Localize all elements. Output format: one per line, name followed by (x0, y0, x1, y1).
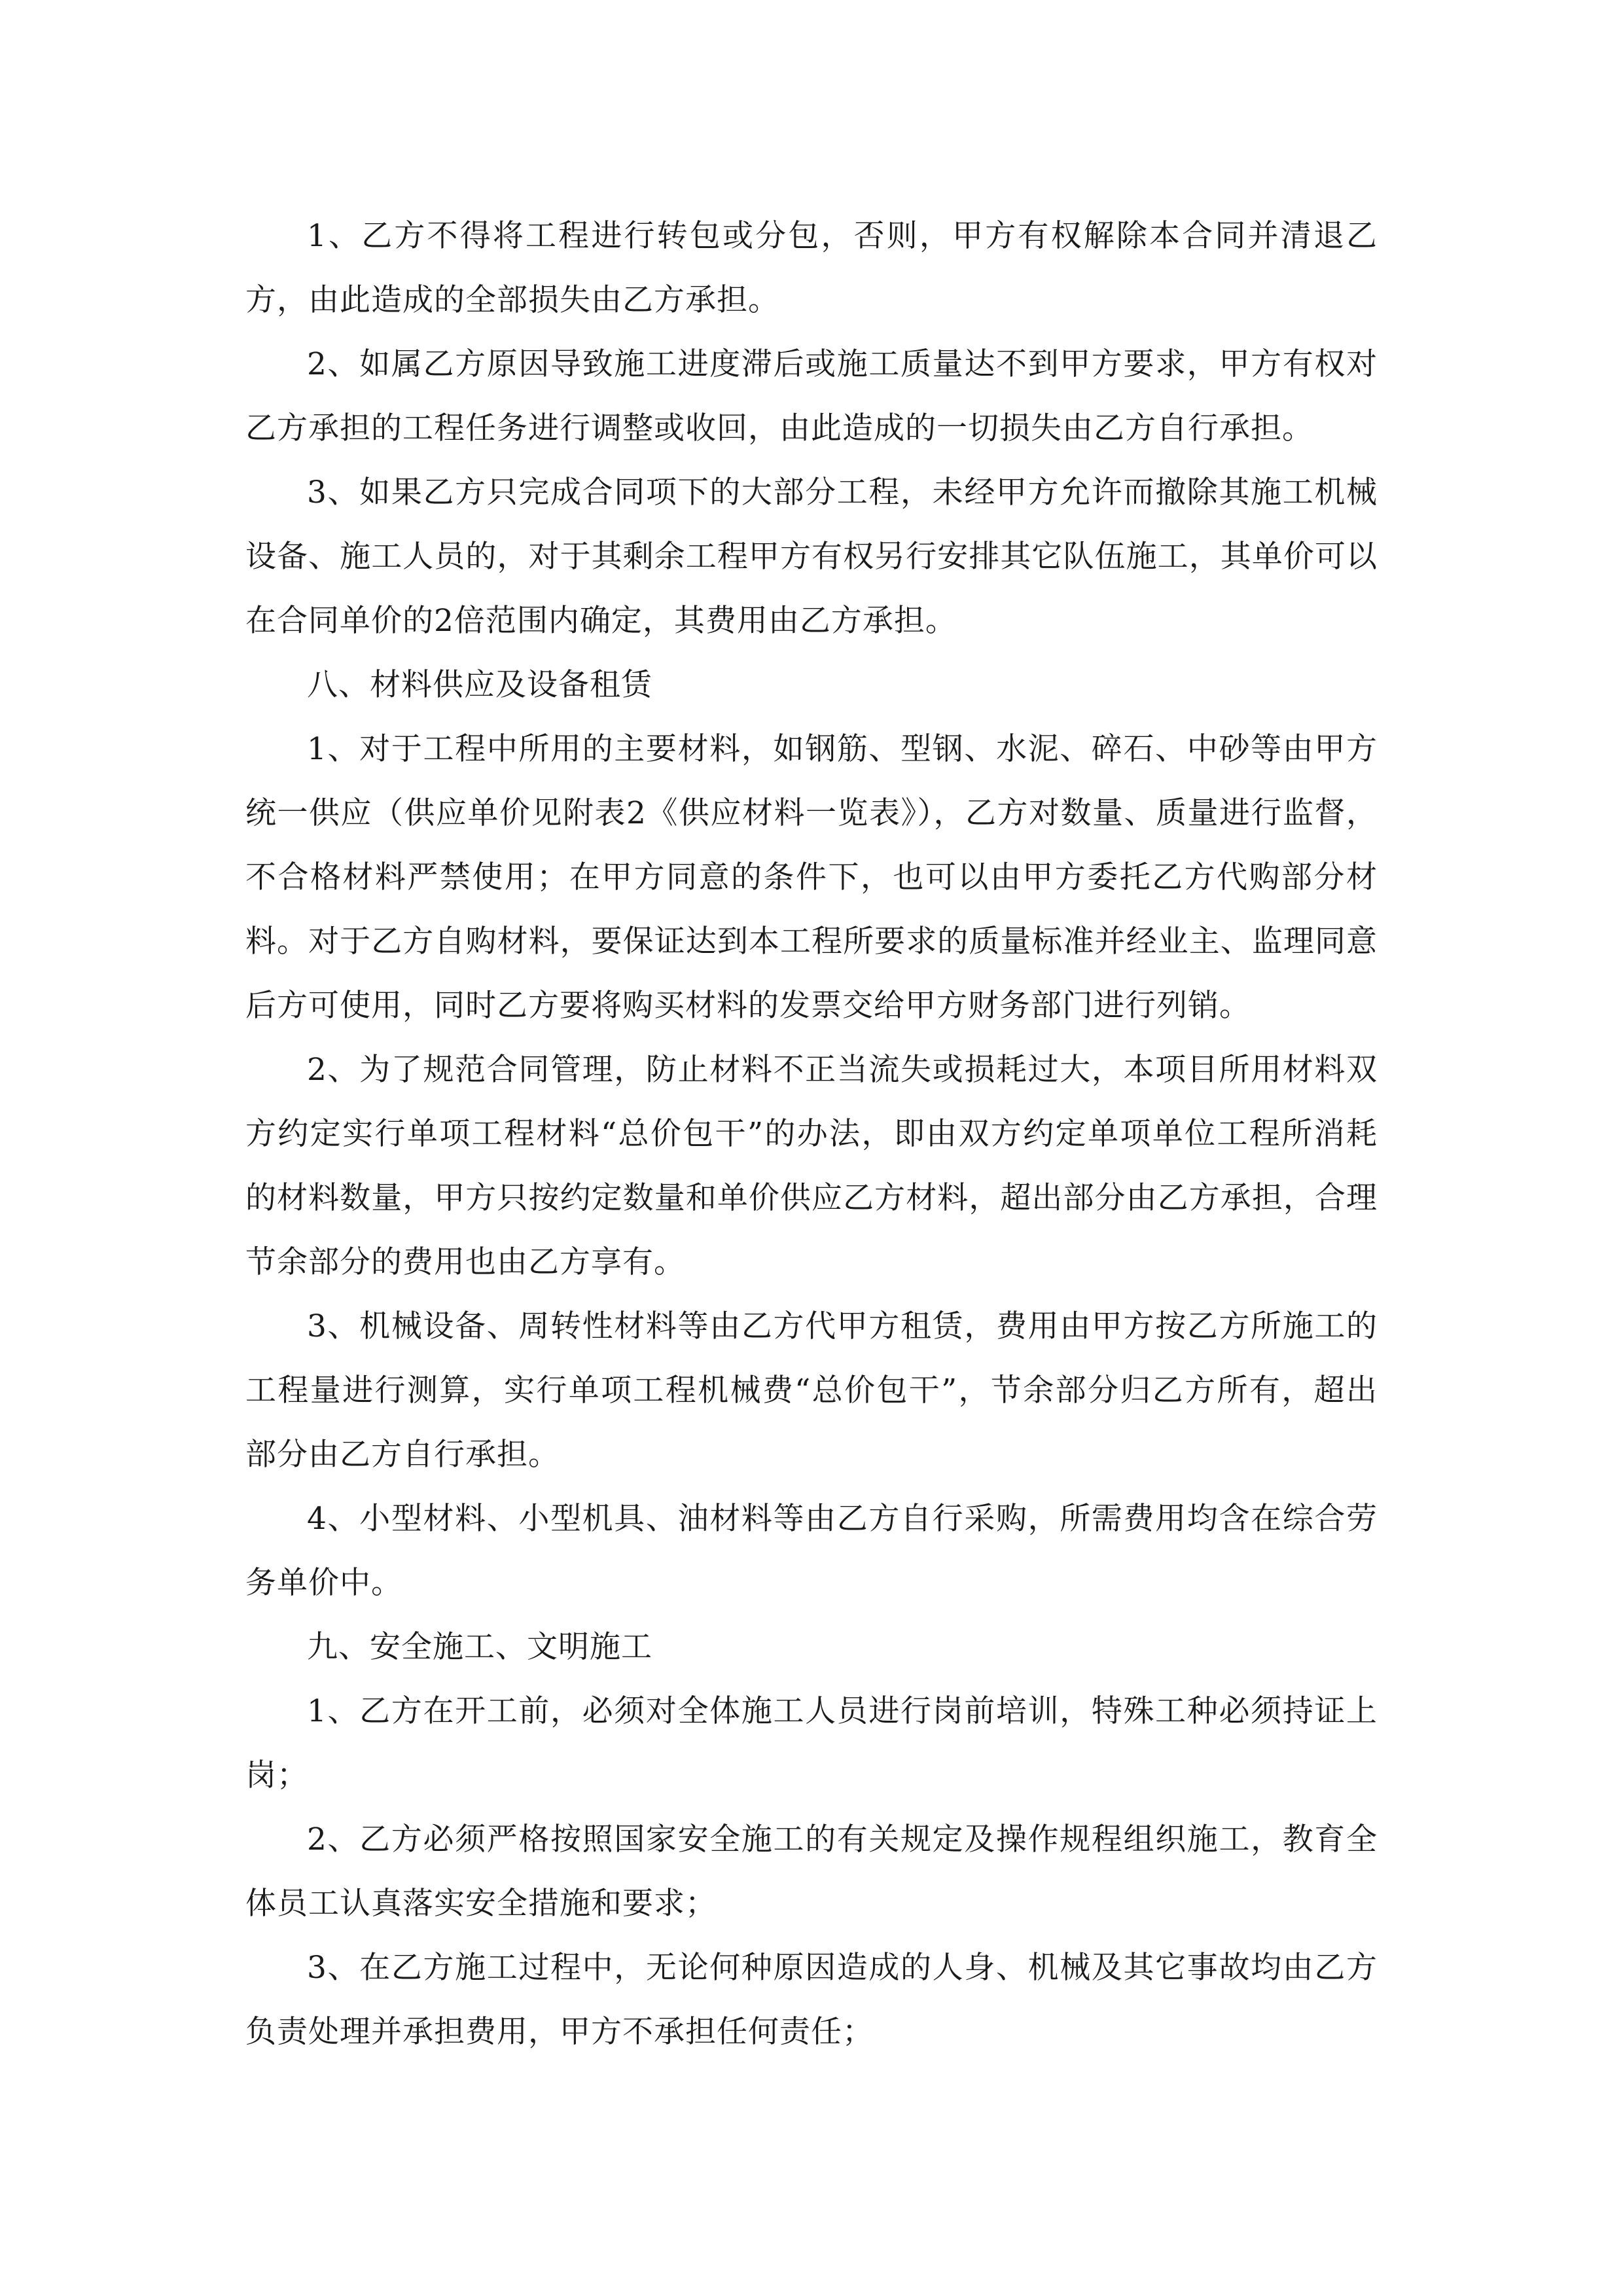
clause-paragraph: 4、小型材料、小型机具、油材料等由乙方自行采购，所需费用均含在综合劳务单价中。 (245, 1501, 1378, 1601)
clause-paragraph: 2、为了规范合同管理，防止材料不正当流失或损耗过大，本项目所用材料双方约定实行单项工程材料“总价包干”的办法，即由双方约定单项单位工程所消耗的材料数量，甲方只按约定数量和单价供应乙方材料，超出部分由乙方承担，合理节余部分的费用也由乙方享有。 (245, 1052, 1378, 1280)
section-heading: 九、安全施工、文明施工 (307, 1629, 652, 1665)
clause-paragraph: 3、机械设备、周转性材料等由乙方代甲方租赁，费用由甲方按乙方所施工的工程量进行测算，实行单项工程机械费“总价包干”，节余部分归乙方所有，超出部分由乙方自行承担。 (245, 1308, 1378, 1473)
section-heading: 八、材料供应及设备租赁 (307, 667, 652, 703)
clause-paragraph: 1、乙方不得将工程进行转包或分包，否则，甲方有权解除本合同并清退乙方，由此造成的全部损失由乙方承担。 (245, 218, 1378, 318)
clause-paragraph: 1、对于工程中所用的主要材料，如钢筋、型钢、水泥、碎石、中砂等由甲方统一供应（供应单价见附表2《供应材料一览表》），乙方对数量、质量进行监督，不合格材料严禁使用；在甲方同意的条件下，也可以由甲方委托乙方代购部分材料。对于乙方自购材料，要保证达到本工程所要求的质量标准并经业主、监理同意后方可使用，同时乙方要将购买材料的发票交给甲方财务部门进行列销。 (245, 731, 1378, 1024)
clause-paragraph: 3、在乙方施工过程中，无论何种原因造成的人身、机械及其它事故均由乙方负责处理并承担费用，甲方不承担任何责任； (245, 1950, 1378, 2050)
clause-paragraph: 3、如果乙方只完成合同项下的大部分工程，未经甲方允许而撤除其施工机械设备、施工人员的，对于其剩余工程甲方有权另行安排其它队伍施工，其单价可以在合同单价的2倍范围内确定，其费用由乙方承担。 (245, 475, 1378, 639)
clause-paragraph: 2、乙方必须严格按照国家安全施工的有关规定及操作规程组织施工，教育全体员工认真落实安全措施和要求； (245, 1821, 1378, 1922)
clause-paragraph: 2、如属乙方原因导致施工进度滞后或施工质量达不到甲方要求，甲方有权对乙方承担的工程任务进行调整或收回，由此造成的一切损失由乙方自行承担。 (245, 346, 1378, 446)
clause-paragraph: 1、乙方在开工前，必须对全体施工人员进行岗前培训，特殊工种必须持证上岗； (245, 1693, 1378, 1793)
document-body (245, 204, 1378, 2064)
